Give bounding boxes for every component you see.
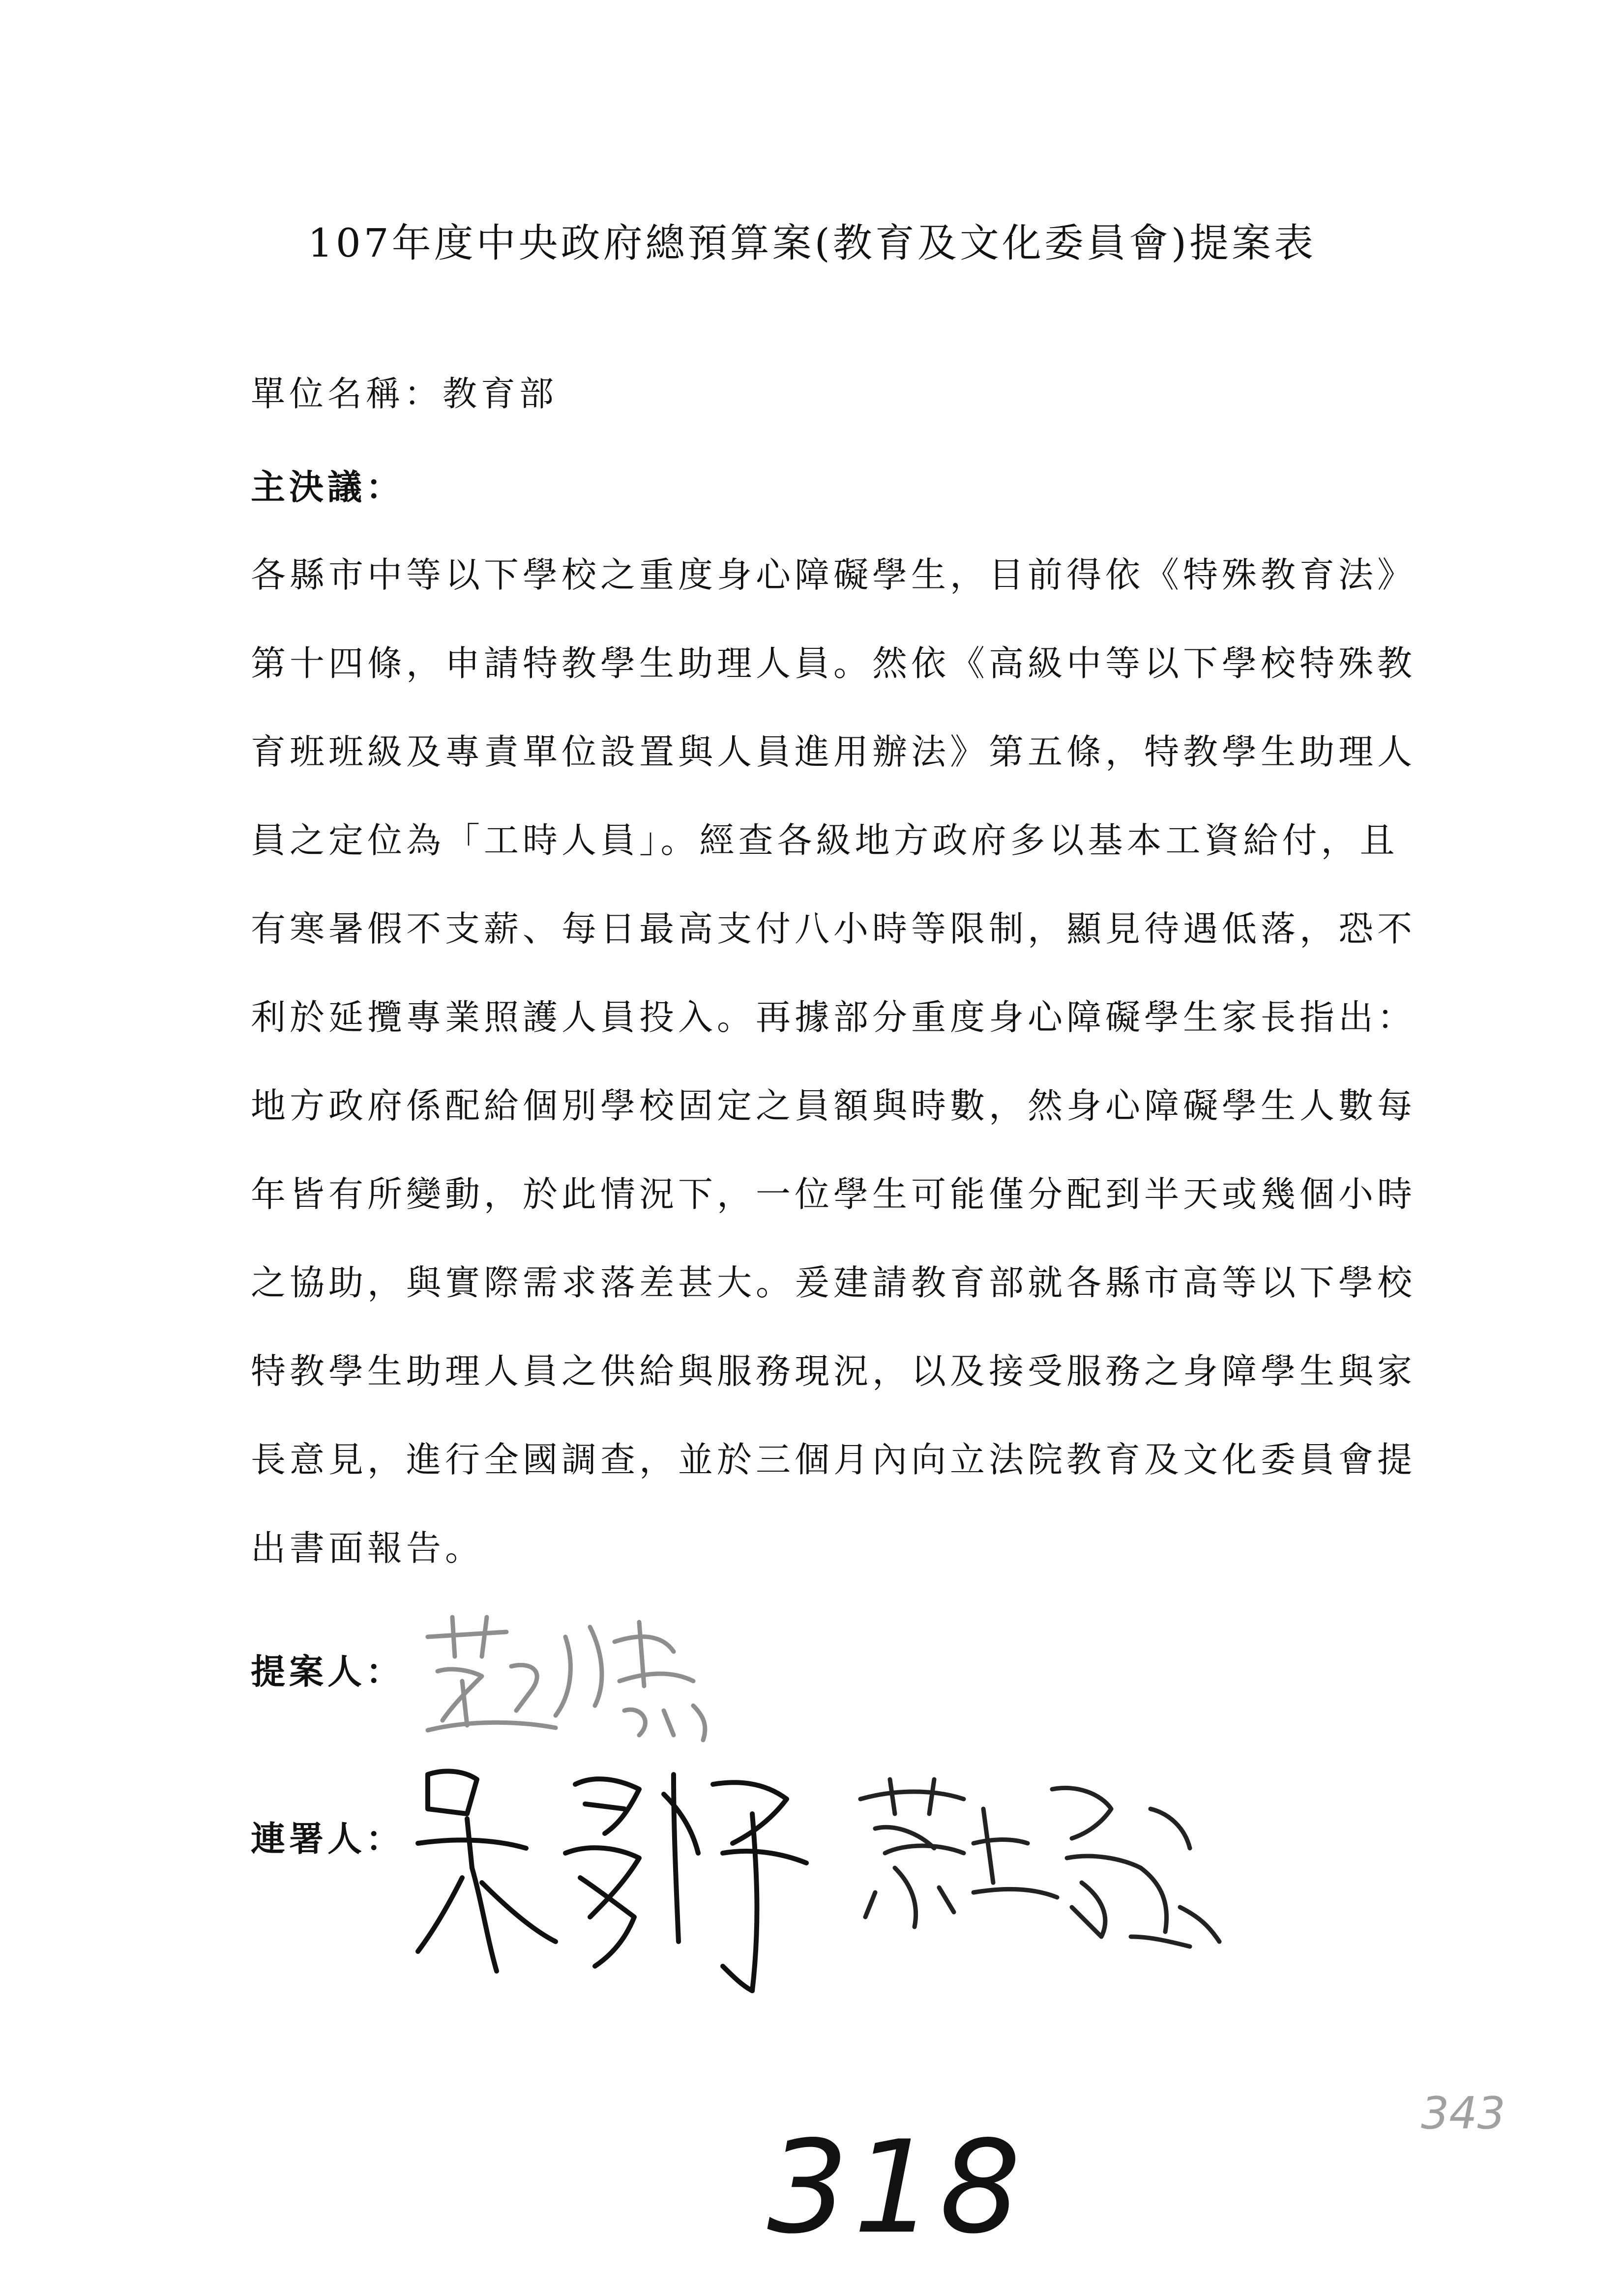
body-line: 各縣市中等以下學校之重度身心障礙學生，目前得依《特殊教育法》: [251, 554, 1417, 595]
body-line: 員之定位為「工時人員」。經查各級地方政府多以基本工資給付，且: [251, 820, 1399, 861]
body-line: 出書面報告。: [251, 1528, 484, 1569]
document-title: 107年度中央政府總預算案(教育及文化委員會)提案表: [307, 220, 1317, 266]
body-line: 長意見，進行全國調查，並於三個月內向立法院教育及文化委員會提: [251, 1439, 1417, 1480]
unit-name: 單位名稱：教育部: [251, 374, 558, 414]
body-line: 地方政府係配給個別學校固定之員額與時數，然身心障礙學生人數每: [251, 1085, 1417, 1126]
proposer-label: 提案人：: [251, 1651, 404, 1692]
body-line: 之協助，與實際需求落差甚大。爰建請教育部就各縣市高等以下學校: [251, 1262, 1417, 1303]
proposer-signature: [408, 1598, 762, 1760]
body-line: 第十四條，申請特教學生助理人員。然依《高級中等以下學校特殊教: [251, 643, 1417, 684]
resolution-body: [251, 548, 1417, 1610]
body-line: 年皆有所變動，於此情況下，一位學生可能僅分配到半天或幾個小時: [251, 1174, 1417, 1215]
body-line: 有寒暑假不支薪、每日最高支付八小時等限制，顯見待遇低落，恐不: [251, 908, 1417, 949]
cosigner-signature-2: [846, 1770, 1239, 1956]
body-line: 特教學生助理人員之供給與服務現況，以及接受服務之身障學生與家: [251, 1351, 1417, 1392]
margin-note: [1416, 2084, 1544, 2143]
page-number-text: 318: [767, 2119, 1026, 2256]
body-line: 育班班級及專責單位設置與人員進用辦法》第五條，特教學生助理人: [251, 731, 1417, 772]
body-line: 利於延攬專業照護人員投入。再據部分重度身心障礙學生家長指出：: [251, 997, 1417, 1038]
main-resolution-heading: 主決議：: [251, 466, 404, 507]
cosigner-signature-1: [408, 1755, 831, 2010]
page-number: [757, 2119, 1033, 2256]
cosigner-label: 連署人：: [251, 1818, 404, 1859]
margin-note-text: 343: [1421, 2088, 1506, 2139]
